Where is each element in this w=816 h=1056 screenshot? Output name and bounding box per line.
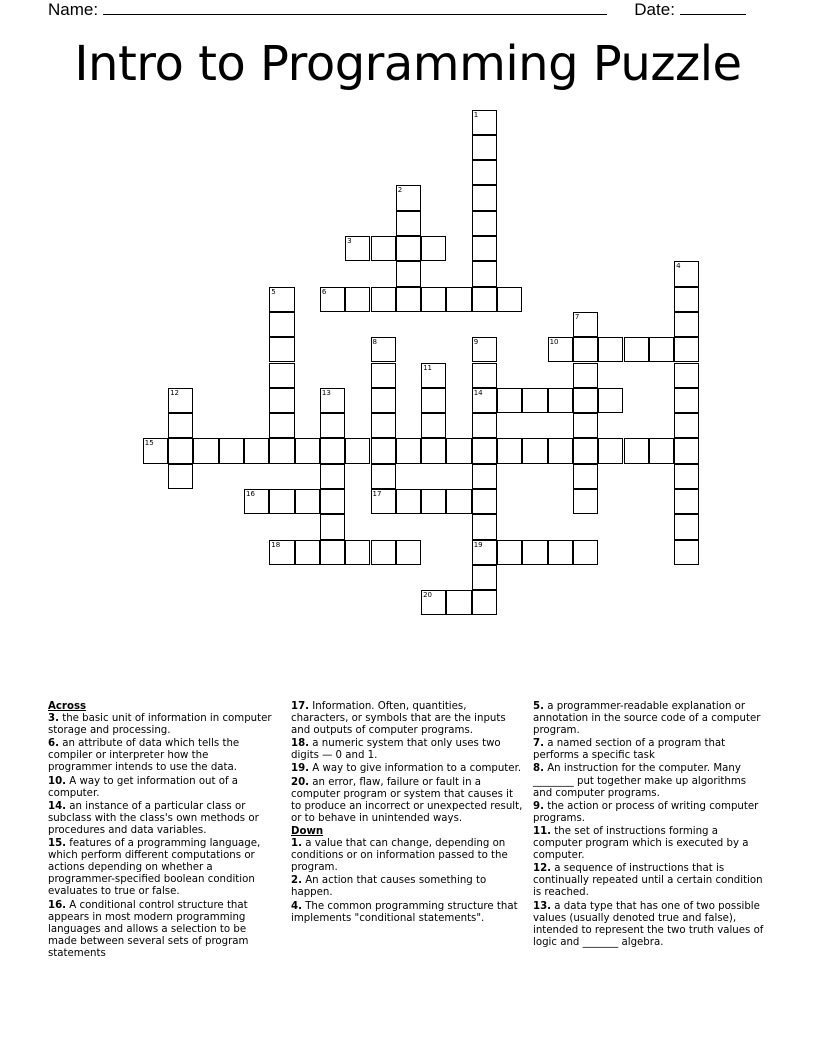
clue-number: 16 bbox=[246, 490, 255, 498]
grid-cell[interactable] bbox=[269, 413, 294, 438]
grid-cell[interactable] bbox=[472, 337, 497, 362]
grid-cell[interactable] bbox=[674, 464, 699, 489]
grid-cell[interactable] bbox=[421, 413, 446, 438]
clue-item bbox=[533, 863, 765, 899]
grid-cell[interactable] bbox=[472, 464, 497, 489]
grid-cell[interactable] bbox=[472, 236, 497, 261]
clue-item-number: 7. bbox=[533, 738, 544, 750]
grid-cell[interactable] bbox=[674, 489, 699, 514]
clue-item bbox=[48, 838, 274, 898]
grid-cell[interactable] bbox=[421, 388, 446, 413]
clue-number: 1 bbox=[473, 110, 479, 119]
grid-cell[interactable] bbox=[320, 388, 345, 413]
grid-cell[interactable] bbox=[472, 135, 497, 160]
clue-item-text: the basic unit of information in computer storage and processing. bbox=[48, 713, 272, 737]
grid-cell[interactable] bbox=[421, 489, 446, 514]
grid-cell[interactable] bbox=[674, 540, 699, 565]
grid-cell[interactable] bbox=[320, 489, 345, 514]
grid-cell[interactable] bbox=[472, 185, 497, 210]
clue-item bbox=[291, 901, 523, 925]
grid-cell[interactable] bbox=[446, 489, 471, 514]
grid-cell[interactable] bbox=[598, 388, 623, 413]
clue-item-number: 2. bbox=[291, 875, 302, 887]
clue-item-number: 11. bbox=[533, 825, 552, 837]
grid-cell[interactable] bbox=[598, 438, 623, 463]
grid-cell[interactable] bbox=[320, 464, 345, 489]
grid-cell[interactable] bbox=[674, 337, 699, 362]
grid-cell[interactable] bbox=[472, 261, 497, 286]
grid-cell[interactable] bbox=[371, 287, 396, 312]
grid-cell[interactable] bbox=[522, 438, 547, 463]
clue-item bbox=[48, 900, 274, 960]
clue-item bbox=[48, 713, 274, 737]
grid-cell[interactable] bbox=[295, 540, 320, 565]
grid-cell[interactable] bbox=[421, 236, 446, 261]
clue-item-text: Information. Often, quantities, characters, or symbols that are the inputs and outputs of computer programs. bbox=[291, 701, 506, 737]
grid-cell[interactable] bbox=[674, 514, 699, 539]
clue-item-text: an attribute of data which tells the compiler or interpreter how the programmer intends to use the data. bbox=[48, 738, 240, 774]
grid-cell[interactable] bbox=[674, 363, 699, 388]
clue-number: 12 bbox=[170, 388, 180, 397]
clue-number: 5 bbox=[271, 287, 276, 296]
grid-cell[interactable] bbox=[421, 363, 446, 388]
grid-cell[interactable] bbox=[269, 540, 294, 565]
date-label: Date: bbox=[634, 0, 675, 19]
clue-item-text: the action or process of writing computer programs. bbox=[533, 800, 759, 824]
grid-cell[interactable] bbox=[573, 312, 598, 337]
grid-cell[interactable] bbox=[320, 514, 345, 539]
grid-cell[interactable] bbox=[421, 438, 446, 463]
clue-number: 19 bbox=[473, 540, 483, 549]
clue-item-number: 13. bbox=[533, 900, 552, 912]
grid-cell[interactable] bbox=[497, 388, 522, 413]
grid-cell[interactable] bbox=[446, 438, 471, 463]
clue-item-number: 4. bbox=[291, 900, 302, 912]
grid-cell[interactable] bbox=[497, 287, 522, 312]
clue-item-text: a data type that has one of two possible values (usually denoted true and false), intended to represent the two truth values of logic and _______ algebra. bbox=[533, 900, 764, 948]
grid-cell[interactable] bbox=[472, 363, 497, 388]
grid-cell[interactable] bbox=[573, 413, 598, 438]
grid-cell[interactable] bbox=[472, 110, 497, 135]
grid-cell[interactable] bbox=[472, 540, 497, 565]
clue-item bbox=[48, 776, 274, 800]
grid-cell[interactable] bbox=[497, 540, 522, 565]
grid-cell[interactable] bbox=[396, 287, 421, 312]
grid-cell[interactable] bbox=[624, 337, 649, 362]
clue-item-number: 6. bbox=[48, 738, 59, 750]
grid-cell[interactable] bbox=[244, 438, 269, 463]
clue-item-number: 15. bbox=[48, 838, 67, 850]
grid-cell[interactable] bbox=[472, 438, 497, 463]
clue-number: 7 bbox=[574, 312, 580, 321]
grid-cell[interactable] bbox=[573, 337, 598, 362]
grid-cell[interactable] bbox=[548, 388, 573, 413]
clue-item-number: 3. bbox=[48, 713, 59, 725]
clue-number: 9 bbox=[473, 338, 479, 347]
clue-number: 18 bbox=[271, 540, 281, 549]
grid-cell[interactable] bbox=[295, 489, 320, 514]
grid-cell[interactable] bbox=[269, 489, 294, 514]
grid-cell[interactable] bbox=[244, 489, 269, 514]
clue-item-text: An instruction for the computer. Many ________ put together make up algorithms and computer programs. bbox=[533, 763, 747, 799]
grid-cell[interactable] bbox=[396, 438, 421, 463]
grid-cell[interactable] bbox=[371, 388, 396, 413]
clue-item bbox=[291, 763, 523, 775]
clue-item bbox=[48, 738, 274, 774]
grid-cell[interactable] bbox=[573, 464, 598, 489]
clue-number: 4 bbox=[676, 262, 681, 271]
grid-cell[interactable] bbox=[421, 590, 446, 615]
clue-number: 3 bbox=[347, 237, 352, 245]
clue-item bbox=[533, 738, 765, 762]
clue-item bbox=[533, 826, 765, 862]
grid-cell[interactable] bbox=[396, 489, 421, 514]
clue-number: 6 bbox=[321, 287, 327, 296]
clue-item bbox=[291, 875, 523, 899]
clue-item bbox=[291, 701, 523, 737]
grid-cell[interactable] bbox=[168, 413, 193, 438]
grid-cell[interactable] bbox=[421, 287, 446, 312]
clue-heading: Down bbox=[291, 825, 324, 837]
grid-cell[interactable] bbox=[269, 438, 294, 463]
grid-cell[interactable] bbox=[674, 261, 699, 286]
clue-item-text: The common programming structure that implements "conditional statements". bbox=[291, 900, 518, 924]
grid-cell[interactable] bbox=[269, 337, 294, 362]
grid-cell[interactable] bbox=[396, 261, 421, 286]
grid-cell[interactable] bbox=[345, 236, 370, 261]
clue-item-number: 9. bbox=[533, 800, 544, 812]
grid-cell[interactable] bbox=[573, 388, 598, 413]
grid-cell[interactable] bbox=[371, 540, 396, 565]
grid-cell[interactable] bbox=[371, 464, 396, 489]
clue-item-text: features of a programming language, which perform different computations or actions depending on whether a programmer-specified boolean condition evaluates to true or false. bbox=[48, 838, 261, 898]
grid-cell[interactable] bbox=[193, 438, 218, 463]
clue-item-text: a value that can change, depending on conditions or on information passed to the program. bbox=[291, 838, 508, 874]
clue-item-number: 10. bbox=[48, 775, 67, 787]
grid-cell[interactable] bbox=[649, 438, 674, 463]
grid-cell[interactable] bbox=[371, 236, 396, 261]
clue-item-text: A way to get information out of a computer. bbox=[48, 775, 239, 799]
clue-item-number: 16. bbox=[48, 899, 67, 911]
grid-cell[interactable] bbox=[548, 438, 573, 463]
clue-number: 20 bbox=[423, 591, 433, 600]
clue-item-text: a sequence of instructions that is continually repeated until a certain condition is reached. bbox=[533, 863, 763, 899]
grid-cell[interactable] bbox=[371, 363, 396, 388]
grid-cell[interactable] bbox=[396, 185, 421, 210]
grid-cell[interactable] bbox=[269, 287, 294, 312]
grid-cell[interactable] bbox=[371, 489, 396, 514]
clue-number: 13 bbox=[321, 388, 331, 397]
grid-cell[interactable] bbox=[320, 413, 345, 438]
clue-number: 8 bbox=[372, 338, 377, 347]
grid-cell[interactable] bbox=[371, 413, 396, 438]
grid-cell[interactable] bbox=[269, 363, 294, 388]
clue-item-number: 18. bbox=[291, 738, 310, 750]
clue-number: 10 bbox=[549, 338, 559, 347]
clue-number: 11 bbox=[423, 363, 433, 372]
grid-cell[interactable] bbox=[472, 211, 497, 236]
clue-number: 14 bbox=[473, 388, 483, 397]
grid-cell[interactable] bbox=[143, 438, 168, 463]
grid-cell[interactable] bbox=[320, 540, 345, 565]
grid-cell[interactable] bbox=[573, 489, 598, 514]
grid-cell[interactable] bbox=[472, 287, 497, 312]
clue-item bbox=[533, 801, 765, 825]
grid-cell[interactable] bbox=[522, 388, 547, 413]
grid-cell[interactable] bbox=[598, 337, 623, 362]
clue-item-number: 17. bbox=[291, 701, 310, 712]
grid-cell[interactable] bbox=[674, 388, 699, 413]
clue-item-text: an error, flaw, failure or fault in a computer program or system that causes it to produce an incorrect or unexpected result, or to behave in unintended ways. bbox=[291, 776, 523, 824]
grid-cell[interactable] bbox=[573, 438, 598, 463]
clue-item bbox=[291, 777, 523, 825]
clue-item-text: a numeric system that only uses two digits — 0 and 1. bbox=[291, 738, 501, 762]
grid-cell[interactable] bbox=[573, 363, 598, 388]
grid-cell[interactable] bbox=[472, 514, 497, 539]
grid-cell[interactable] bbox=[320, 287, 345, 312]
grid-cell[interactable] bbox=[446, 590, 471, 615]
grid-cell[interactable] bbox=[674, 438, 699, 463]
clue-item bbox=[48, 801, 274, 837]
grid-cell[interactable] bbox=[446, 287, 471, 312]
grid-cell[interactable] bbox=[674, 413, 699, 438]
clue-column-1 bbox=[48, 701, 274, 961]
grid-cell[interactable] bbox=[168, 438, 193, 463]
grid-cell[interactable] bbox=[548, 337, 573, 362]
grid-cell[interactable] bbox=[396, 236, 421, 261]
clue-item-text: the set of instructions forming a computer program which is executed by a computer. bbox=[533, 825, 749, 862]
clue-number: 15 bbox=[144, 439, 154, 448]
clue-item-number: 12. bbox=[533, 863, 552, 875]
grid-cell[interactable] bbox=[649, 337, 674, 362]
clue-item-text: an instance of a particular class or subclass with the class's own methods or procedures and data variables. bbox=[48, 800, 259, 836]
clue-item bbox=[291, 838, 523, 874]
grid-cell[interactable] bbox=[219, 438, 244, 463]
grid-cell[interactable] bbox=[168, 464, 193, 489]
clue-item-number: 19. bbox=[291, 763, 310, 775]
grid-cell[interactable] bbox=[674, 287, 699, 312]
grid-cell[interactable] bbox=[295, 438, 320, 463]
clue-item-number: 20. bbox=[291, 776, 310, 788]
clue-column-3 bbox=[533, 701, 765, 950]
grid-cell[interactable] bbox=[345, 287, 370, 312]
grid-cell[interactable] bbox=[371, 337, 396, 362]
grid-cell[interactable] bbox=[674, 312, 699, 337]
grid-cell[interactable] bbox=[345, 438, 370, 463]
grid-cell[interactable] bbox=[396, 540, 421, 565]
grid-cell[interactable] bbox=[396, 211, 421, 236]
clue-item-text: a programmer-readable explanation or annotation in the source code of a computer program. bbox=[533, 701, 761, 737]
grid-cell[interactable] bbox=[548, 540, 573, 565]
clue-item-number: 14. bbox=[48, 800, 67, 812]
grid-cell[interactable] bbox=[320, 438, 345, 463]
grid-cell[interactable] bbox=[472, 388, 497, 413]
clue-number: 2 bbox=[397, 186, 403, 195]
grid-cell[interactable] bbox=[624, 438, 649, 463]
clue-item bbox=[533, 701, 765, 737]
clue-item bbox=[533, 763, 765, 799]
clue-item-text: A way to give information to a computer. bbox=[309, 763, 522, 775]
clue-item-number: 5. bbox=[533, 701, 544, 712]
grid-cell[interactable] bbox=[522, 540, 547, 565]
grid-cell[interactable] bbox=[371, 438, 396, 463]
clue-column-2 bbox=[291, 701, 523, 926]
grid-cell[interactable] bbox=[497, 438, 522, 463]
grid-cell[interactable] bbox=[472, 565, 497, 590]
grid-cell[interactable] bbox=[573, 540, 598, 565]
grid-cell[interactable] bbox=[269, 388, 294, 413]
clue-number: 17 bbox=[372, 490, 382, 498]
name-label: Name: bbox=[48, 0, 99, 19]
clue-item-text: An action that causes something to happen. bbox=[291, 875, 487, 899]
clue-item-number: 1. bbox=[291, 838, 302, 850]
grid-cell[interactable] bbox=[472, 160, 497, 185]
clue-heading: Across bbox=[48, 701, 87, 712]
clue-item-text: A conditional control structure that appears in most modern programming languages and allows a selection to be made between several sets of program statements bbox=[48, 899, 249, 959]
clue-item bbox=[533, 901, 765, 949]
page-title: Intro to Programming Puzzle bbox=[74, 36, 742, 92]
clue-item-number: 8. bbox=[533, 763, 544, 775]
grid-cell[interactable] bbox=[269, 312, 294, 337]
grid-cell[interactable] bbox=[168, 388, 193, 413]
grid-cell[interactable] bbox=[472, 489, 497, 514]
grid-cell[interactable] bbox=[472, 413, 497, 438]
clue-item-text: a named section of a program that performs a specific task bbox=[533, 738, 726, 762]
grid-cell[interactable] bbox=[472, 590, 497, 615]
grid-cell[interactable] bbox=[345, 540, 370, 565]
clue-item bbox=[291, 738, 523, 762]
